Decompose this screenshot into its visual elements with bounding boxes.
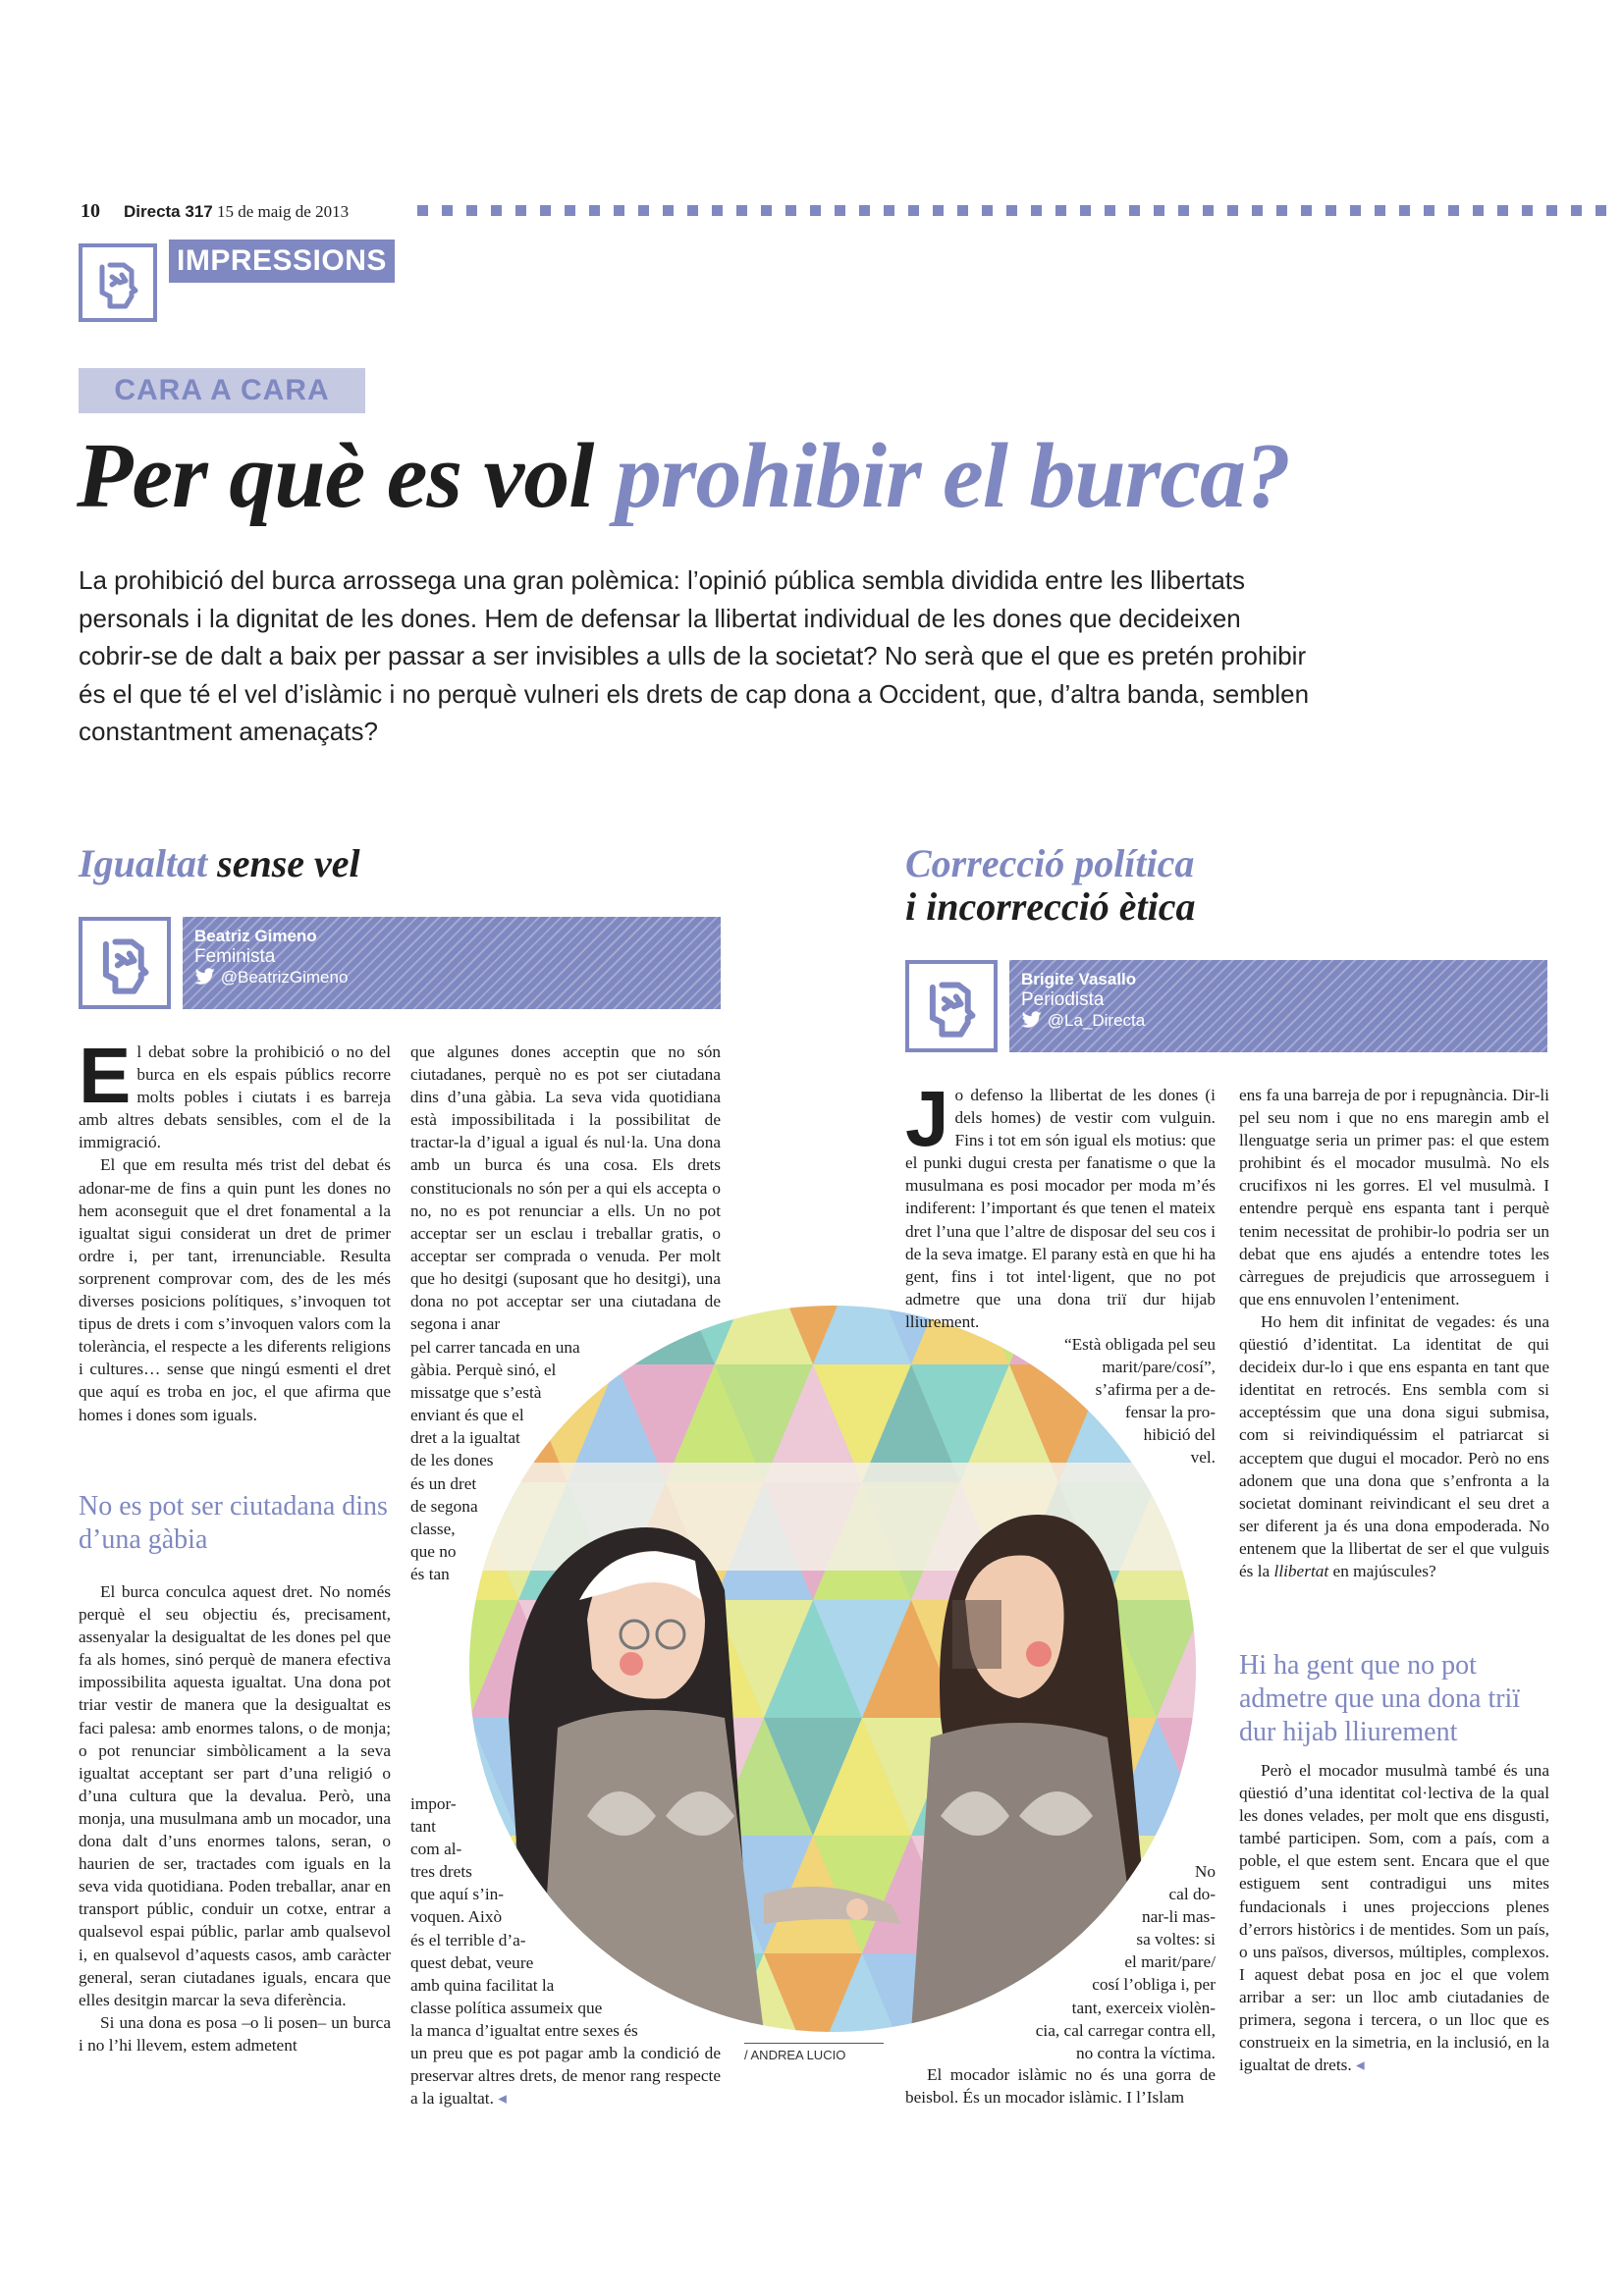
author-handle-left-text: @BeatrizGimeno xyxy=(220,968,349,987)
right-title-line1: Correcció política xyxy=(905,841,1195,885)
rule-dot xyxy=(1424,205,1434,216)
left-title-rest: sense vel xyxy=(217,841,360,885)
section-logo xyxy=(79,243,157,322)
left-col2-bottom-line: un preu que es pot pagar amb la condició de preservar altres drets, de menor rang respecte a la igualtat. ◂ xyxy=(410,2044,721,2109)
rule-dot xyxy=(1325,205,1336,216)
harlequin-triangle xyxy=(469,1836,518,1953)
rule-dot xyxy=(736,205,747,216)
left_article.col2_wrap-line: és un dret xyxy=(410,1473,477,1493)
rule-dot xyxy=(1276,205,1287,216)
right_article.col3_wrap-line: fensar la pro- xyxy=(1124,1403,1216,1422)
harlequin-triangle xyxy=(469,1953,568,2032)
rule-dot xyxy=(1448,205,1459,216)
right-col3-p1-text: o defenso la llibertat de les dones (i dels homes) de vestir com vulguin. Fins i tot em són igual els motius: que el punki dugui cresta per fanatisme o que la musulmana es posi mocador per moda m’és indiferent: l’important és que tenen el mateix dret l’una que l’altre de disposar del seu cos i de la seva imatge. El parany està en que hi ha gent, fins i tot intel·ligent, que no pot admetre que una dona triï dur hijab lliurement. xyxy=(905,1086,1216,1331)
rule-dot xyxy=(1154,205,1164,216)
rule-dot xyxy=(515,205,526,216)
left-col1-p1-text: l debat sobre la prohibició o no del burca en els espais públics recorre molts pobles i ciutats i es barreja amb altres debats sensibles, com el de la immigració. xyxy=(79,1042,391,1152)
left-col2-bottom-line: quest debat, veure xyxy=(410,1952,534,1972)
page-title xyxy=(77,422,1290,530)
right_article.col3_bottom-line: No xyxy=(1194,1862,1216,1881)
right_article.col3_wrap-line: vel. xyxy=(1190,1448,1216,1468)
harlequin-triangle xyxy=(518,1306,617,1364)
twitter-icon xyxy=(194,968,221,987)
left_article.col2_wrap-line: que no xyxy=(410,1541,457,1561)
rule-dot xyxy=(1301,205,1312,216)
rule-dot xyxy=(859,205,870,216)
right-title-line2: i incorrecció ètica xyxy=(905,884,1196,929)
left-col2-top: que algunes dones acceptin que no són ciutadanes, perquè no es pot ser ciutadana dins d’una gàbia. La seva vida quotidiana està impossibilitada i la possibilitat de tractar-la d’igual a igual és nul·la. Una dona amb un burca és una cosa. Els drets constitucionals no són per a qui els accepta o no, no es pot renunciar a ells. Un no pot acceptar ser un esclau i treballar gratis, o acceptar ser comprada o venuda. Per molt que ho desitgi (suposant que ho desitgi), una dona no pot acceptar ser una ciutadana de segona i anar xyxy=(410,1042,721,1334)
page-number: 10 xyxy=(81,200,100,222)
left-col2-bottom-line: com al- xyxy=(410,1840,462,1859)
harlequin-triangle xyxy=(469,1953,518,2032)
left-subhead: No es pot ser ciutadana dins d’una gàbia xyxy=(79,1491,388,1555)
kicker-label: CARA A CARA xyxy=(79,368,365,413)
rule-dot xyxy=(982,205,993,216)
rule-dot xyxy=(1227,205,1238,216)
right-col3-last-text: El mocador islàmic no és una gorra de beisbol. És un mocador islàmic. I l’Islam xyxy=(905,2065,1216,2108)
right-col4-p2-em: llibertat xyxy=(1273,1561,1329,1580)
author-avatar-left xyxy=(79,917,171,1009)
rule-dot xyxy=(785,205,796,216)
left-article-title xyxy=(79,842,360,885)
right_article.col3_wrap-line: hibició del xyxy=(1143,1425,1216,1445)
rule-dot xyxy=(1006,205,1017,216)
right_article.col3_bottom-line: no contra la víctima. xyxy=(1075,2043,1216,2062)
left-col2-bottom-line: tant xyxy=(410,1817,436,1837)
rule-dot xyxy=(1497,205,1508,216)
left-col1-cont xyxy=(79,1580,391,2056)
rule-dot xyxy=(835,205,845,216)
left_article.col2_wrap-line: de segona xyxy=(410,1496,478,1516)
right-col4-p3-text: Però el mocador musulmà també és una qüestió d’una identitat col·lectiva de la qual les dones velades, per molt que ens disgusti, també participen. Som, com a país, com a poble, el que estem sent. Encara que el que estiguem sent contradigui uns mites fundacionals i unes projeccions plenes d’errors històrics i de mentides. Som un país, o uns països, diversos, múltiples, complexos. I aquest debat posa en joc el que volem arribar a ser: un lloc amb ciutadanies de primera, segona i tercera, o un lloc que es construeix en la simetria, en la inclusió, en la igualtat de drets. xyxy=(1239,1761,1549,2075)
rule-dot xyxy=(1571,205,1582,216)
left_article.col2_wrap-line: gàbia. Perquè sinó, el xyxy=(410,1361,557,1380)
right-col3-wrap xyxy=(905,1333,1216,1469)
right_article.col3_bottom-line: cal do- xyxy=(1168,1885,1216,1904)
harlequin-triangle xyxy=(469,1364,518,1482)
publication-date: 15 de maig de 2013 xyxy=(216,202,350,221)
left_article.col2_wrap-line: dret a la igualtat xyxy=(410,1428,520,1448)
rule-dot xyxy=(1522,205,1533,216)
credit-rule xyxy=(744,2043,884,2044)
left_article.col2_wrap-line: missatge que s’està xyxy=(410,1383,542,1403)
dropcap-left: E xyxy=(79,1032,132,1119)
dropcap-right: J xyxy=(905,1075,949,1162)
rule-dot xyxy=(1252,205,1263,216)
rule-dot xyxy=(1399,205,1410,216)
rule-dot xyxy=(540,205,551,216)
left-col2-bottom-line: voquen. Això xyxy=(410,1907,503,1927)
harlequin-triangle xyxy=(469,1306,568,1364)
rule-dot xyxy=(810,205,821,216)
rule-dot xyxy=(1129,205,1140,216)
left-col1-p1 xyxy=(79,1032,391,1153)
harlequin-triangle xyxy=(518,1953,617,2032)
right_article.col3_bottom-line: nar-li mas- xyxy=(1142,1907,1216,1927)
right-col4-cont xyxy=(1239,1759,1549,2076)
author-handle-right[interactable] xyxy=(1021,1011,1536,1031)
harlequin-triangle xyxy=(469,1306,518,1364)
left-col1-p2: El que em resulta més trist del debat és adonar-me de fins a quin punt les dones no hem aconseguit que el dret fonamental a la igualtat sigui considerat un dret de primer ordre i, per tant, irrenunciable. Resulta sorprenent comprovar com, des de les més diverses posicions polítiques, s’invoquen tot tipus de drets i com s’invoquen valors com la tolerància, el respecte a les diferents religions i cultures… sense que ningú esmenti el dret que aquí es troba en joc, el que afirma que homes i dones som iguals. xyxy=(79,1155,391,1424)
right-col3-bottom xyxy=(905,1860,1216,2064)
right_article.col3_bottom-line: tant, exerceix violèn- xyxy=(1071,1998,1216,2017)
right_article.col3_bottom-line: cia, cal carregar contra ell, xyxy=(1035,2020,1216,2040)
rule-dot xyxy=(1080,205,1091,216)
rule-dot xyxy=(491,205,502,216)
illustration-credit: / ANDREA LUCIO xyxy=(744,2048,846,2062)
right_article.col3_bottom-line: sa voltes: si xyxy=(1136,1930,1216,1949)
rule-dot xyxy=(712,205,723,216)
left-title-accent: Igualtat xyxy=(79,841,208,885)
right-col4-p1: ens fa una barreja de por i repugnància. Dir-li pel seu nom i que no ens maregin amb el llenguatge seria un primer pas: el que estem prohibint és el mocador musulmà. No els crucifixos ni les gorres. El vel musulmà. I entendre perquè ens espanta tant i perquè tenim necessitat de prohibir-lo podria ser un debat que ens ajudés a entendre totes les càrregues de prejudicis que arrosseguem i que ens ennuvolen l’enteniment. xyxy=(1239,1086,1549,1308)
right-col4-p2b: en majúscules? xyxy=(1332,1561,1436,1580)
left-col2-bottom-line: és el terrible d’a- xyxy=(410,1930,526,1949)
rule-dot xyxy=(466,205,477,216)
rule-dot xyxy=(1596,205,1606,216)
right-article-title xyxy=(905,842,1195,929)
right-subhead: Hi ha gent que no pot admetre que una dona triï dur hijab lliurement xyxy=(1239,1650,1521,1747)
rule-dot xyxy=(417,205,428,216)
left-col2-bottom-line: la manca d’igualtat entre sexes és xyxy=(410,2020,638,2040)
twitter-icon xyxy=(1021,1011,1048,1030)
harlequin-triangle xyxy=(617,1306,715,1364)
rule-dot xyxy=(1178,205,1189,216)
rule-dot xyxy=(442,205,453,216)
rule-dot xyxy=(884,205,894,216)
rule-dot xyxy=(1375,205,1385,216)
author-role-left: Feminista xyxy=(194,946,276,967)
rule-dot xyxy=(933,205,944,216)
author-band-right xyxy=(1009,960,1547,1052)
lede-paragraph: La prohibició del burca arrossega una gran polèmica: l’opinió pública sembla dividida entre les llibertats personals i la dignitat de les dones. Hem de defensar la llibertat individual de les dones que decideixen cobrir-se de dalt a baix per passar a ser invisibles a ulls de la societat? No serà que el que es pretén prohibir és el que té el vel d’islàmic i no perquè vulneri els drets de cap dona a Occident, que, d’altra banda, semblen constantment amenaçats? xyxy=(79,565,1310,746)
rule-dot xyxy=(638,205,649,216)
left-col2-bottom-line: tres drets xyxy=(410,1862,472,1882)
end-mark-right: ◂ xyxy=(1356,2056,1365,2075)
end-mark-left: ◂ xyxy=(493,2089,507,2109)
left_article.col2_wrap-line: classe, xyxy=(410,1519,456,1538)
section-tag: IMPRESSIONS xyxy=(169,240,395,283)
right_article.col3_wrap-line: marit/pare/cosí”, xyxy=(1102,1358,1216,1377)
rule-dot xyxy=(761,205,772,216)
rule-dot xyxy=(687,205,698,216)
left-col1-p3: El burca conculca aquest dret. No només perquè el seu objectiu és, precisament, assenyalar la desigualtat de les dones pel que fa als homes, sinó perquè de manera efectiva impossibilita aquesta igualtat. Una dona pot triar vestir de manera que la desigualtat es faci palesa: amb enormes talons, o de monja; o pot renunciar simbòlicament a la seva igualtat acceptant ser part d’una religió o d’una cultura que la devalua. Però, una monja, una musulmana amb un mocador, una dona dalt d’uns enormes talons, seran, o haurien de ser, tractades com iguals en la seva vida quotidiana. Poden treballar, anar en transport públic, conduir un cotxe, entrar a qualsevol espai públic, parlar amb qualsevol i, en qualsevol d’aquests casos, amb caràcter general, seran ciutadanes iguals, encara que elles desitgin marcar la seva diferència. xyxy=(79,1582,391,2009)
right-col3-top xyxy=(905,1075,1216,1333)
rule-dot xyxy=(1546,205,1557,216)
right_article.col3_wrap-line: “Està obligada pel seu xyxy=(1063,1335,1216,1354)
rule-dot xyxy=(1105,205,1115,216)
left-col1-p4: Si una dona es posa –o li posen– un burca i no l’hi llevem, estem admetent xyxy=(79,2012,391,2055)
headline-part2: prohibir el burca? xyxy=(615,425,1290,527)
rule-dot xyxy=(957,205,968,216)
rule-dot xyxy=(908,205,919,216)
left_article.col2_wrap-line: és tan xyxy=(410,1564,450,1583)
rule-dot xyxy=(1055,205,1066,216)
right_article.col3_wrap-line: s’afirma per a de- xyxy=(1095,1380,1216,1400)
right-col4-p3 xyxy=(1239,1759,1549,2076)
right-col4-p2a: Ho hem dit infinitat de vegades: és una qüestió d’identitat. La identitat de qui decideix dur-lo i que ens espanta en tant que identitat en retrocés. Ens sembla com si acceptéssim que una dona sigui submisa, com si reivindiquéssim el patriarcat si acceptem que dugui el mocador. Però no ens adonem que una dona que s’enfronta a la societat dominant reivindicant el seu dret a ser diferent ja és una dona empoderada. No entenem que la llibertat de ser el que vulguis és la xyxy=(1239,1311,1549,1580)
headline-part1: Per què es vol xyxy=(77,425,594,527)
rule-dot xyxy=(1473,205,1484,216)
rule-dot xyxy=(1350,205,1361,216)
author-name-right: Brigite Vasallo xyxy=(1021,970,1137,988)
author-handle-right-text: @La_Directa xyxy=(1047,1011,1146,1030)
left_article.col2_wrap-line: pel carrer tancada en una xyxy=(410,1338,580,1357)
author-avatar-right xyxy=(905,960,998,1052)
author-handle-left[interactable] xyxy=(194,968,709,988)
publication-name: Directa 317 xyxy=(124,202,213,221)
author-role-right: Periodista xyxy=(1021,989,1105,1010)
right-col4-p2 xyxy=(1239,1310,1549,1582)
author-band-left xyxy=(183,917,721,1009)
rule-dot xyxy=(663,205,674,216)
right_article.col3_bottom-line: cosí l’obliga i, per xyxy=(1092,1975,1216,1995)
left-col1 xyxy=(79,1032,391,1426)
author-name-left: Beatriz Gimeno xyxy=(194,927,317,945)
left_article.col2_wrap-line: de les dones xyxy=(410,1451,494,1470)
right_article.col3_bottom-line: el marit/pare/ xyxy=(1124,1952,1216,1972)
rule-dot xyxy=(1203,205,1214,216)
rule-dot xyxy=(565,205,575,216)
publication-line xyxy=(124,202,349,222)
right-col3-last xyxy=(905,2063,1216,2109)
right-col3-p1 xyxy=(905,1075,1216,1333)
left-col2-bottom-line: que aquí s’in- xyxy=(410,1885,505,1904)
rule-dot xyxy=(589,205,600,216)
left-col2-bottom-line: impor- xyxy=(410,1794,457,1813)
left_article.col2_wrap-line: enviant és que el xyxy=(410,1406,524,1425)
left-col2-bottom-line: amb quina facilitat la xyxy=(410,1975,555,1995)
rule-dot xyxy=(1031,205,1042,216)
dotted-rule xyxy=(417,205,1620,219)
rule-dot xyxy=(614,205,624,216)
left-col2-bottom-line: classe política assumeix que xyxy=(410,1998,603,2017)
right-col4 xyxy=(1239,1084,1549,1582)
